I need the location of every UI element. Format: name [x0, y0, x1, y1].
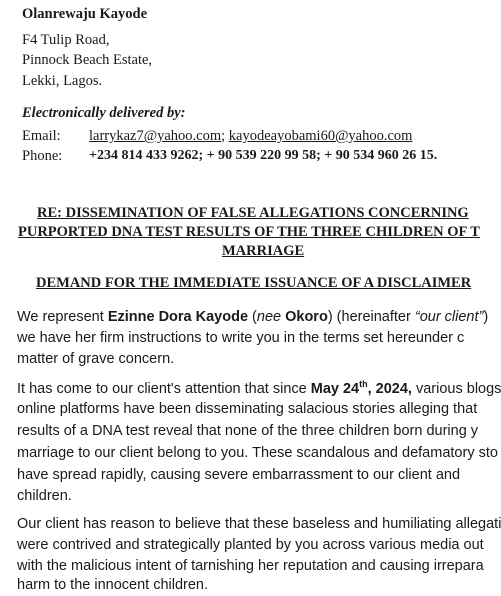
para1-line-3: matter of grave concern.: [17, 351, 175, 367]
maiden-name: Okoro: [285, 309, 328, 325]
para2-line-4: marriage to our client belong to you. These scandalous and defamatory sto: [17, 445, 498, 461]
subject-line-3: MARRIAGE: [222, 243, 305, 259]
subject-line-1: RE: DISSEMINATION OF FALSE ALLEGATIONS CONCERNING: [37, 205, 469, 221]
phone-numbers: +234 814 433 9262; + 90 539 220 99 58; + 90 534 960 26 15.: [89, 148, 438, 163]
demand-heading: DEMAND FOR THE IMMEDIATE ISSUANCE OF A DISCLAIMER: [36, 275, 472, 291]
our-client-term: “our client”: [414, 309, 484, 325]
subject-line-2: PURPORTED DNA TEST RESULTS OF THE THREE CHILDREN OF T: [18, 224, 480, 240]
para2-line-3: results of a DNA test reveal that none of the three children born during y: [17, 423, 479, 439]
para3-line-1: Our client has reason to believe that these baseless and humiliating allegati: [17, 516, 501, 532]
sender-name: Olanrewaju Kayode: [22, 6, 147, 22]
para2-line-6: children.: [17, 488, 72, 504]
email-label: Email:: [22, 128, 61, 144]
address-line-2: Pinnock Beach Estate,: [22, 52, 153, 68]
para2-line-2: online platforms have been disseminating salacious stories alleging that: [17, 401, 478, 417]
nee-term: nee: [256, 309, 282, 325]
email-link-2[interactable]: kayodeayobami60@yahoo.com: [228, 128, 413, 144]
date-highlight: May 24th, 2024,: [310, 379, 412, 397]
para3-line-4: harm to the innocent children.: [17, 577, 209, 593]
para2-line-5: have spread rapidly, causing severe embarrassment to our client and: [17, 467, 461, 483]
para2-line-1: It has come to our client's attention that since May 24th, 2024, various blogs: [17, 379, 501, 397]
para3-line-2: were contrived and strategically planted by you across various media out: [17, 537, 484, 553]
phone-label: Phone:: [22, 148, 63, 164]
para1-line-2: we have her firm instructions to write you in the terms set hereunder c: [17, 330, 465, 346]
para1-line-1: We represent Ezinne Dora Kayode (nee Okoro) (hereinafter “our client”): [17, 309, 489, 325]
delivery-heading: Electronically delivered by:: [22, 105, 186, 121]
address-line-3: Lekki, Lagos.: [22, 73, 103, 89]
email-values: [89, 128, 412, 145]
client-name: Ezinne Dora Kayode: [107, 309, 249, 325]
email-separator: ;: [221, 128, 226, 144]
email-link-1[interactable]: larrykaz7@yahoo.com: [89, 128, 222, 144]
para3-line-3: with the malicious intent of tarnishing her reputation and causing irrepara: [17, 558, 484, 574]
address-line-1: F4 Tulip Road,: [22, 32, 110, 48]
